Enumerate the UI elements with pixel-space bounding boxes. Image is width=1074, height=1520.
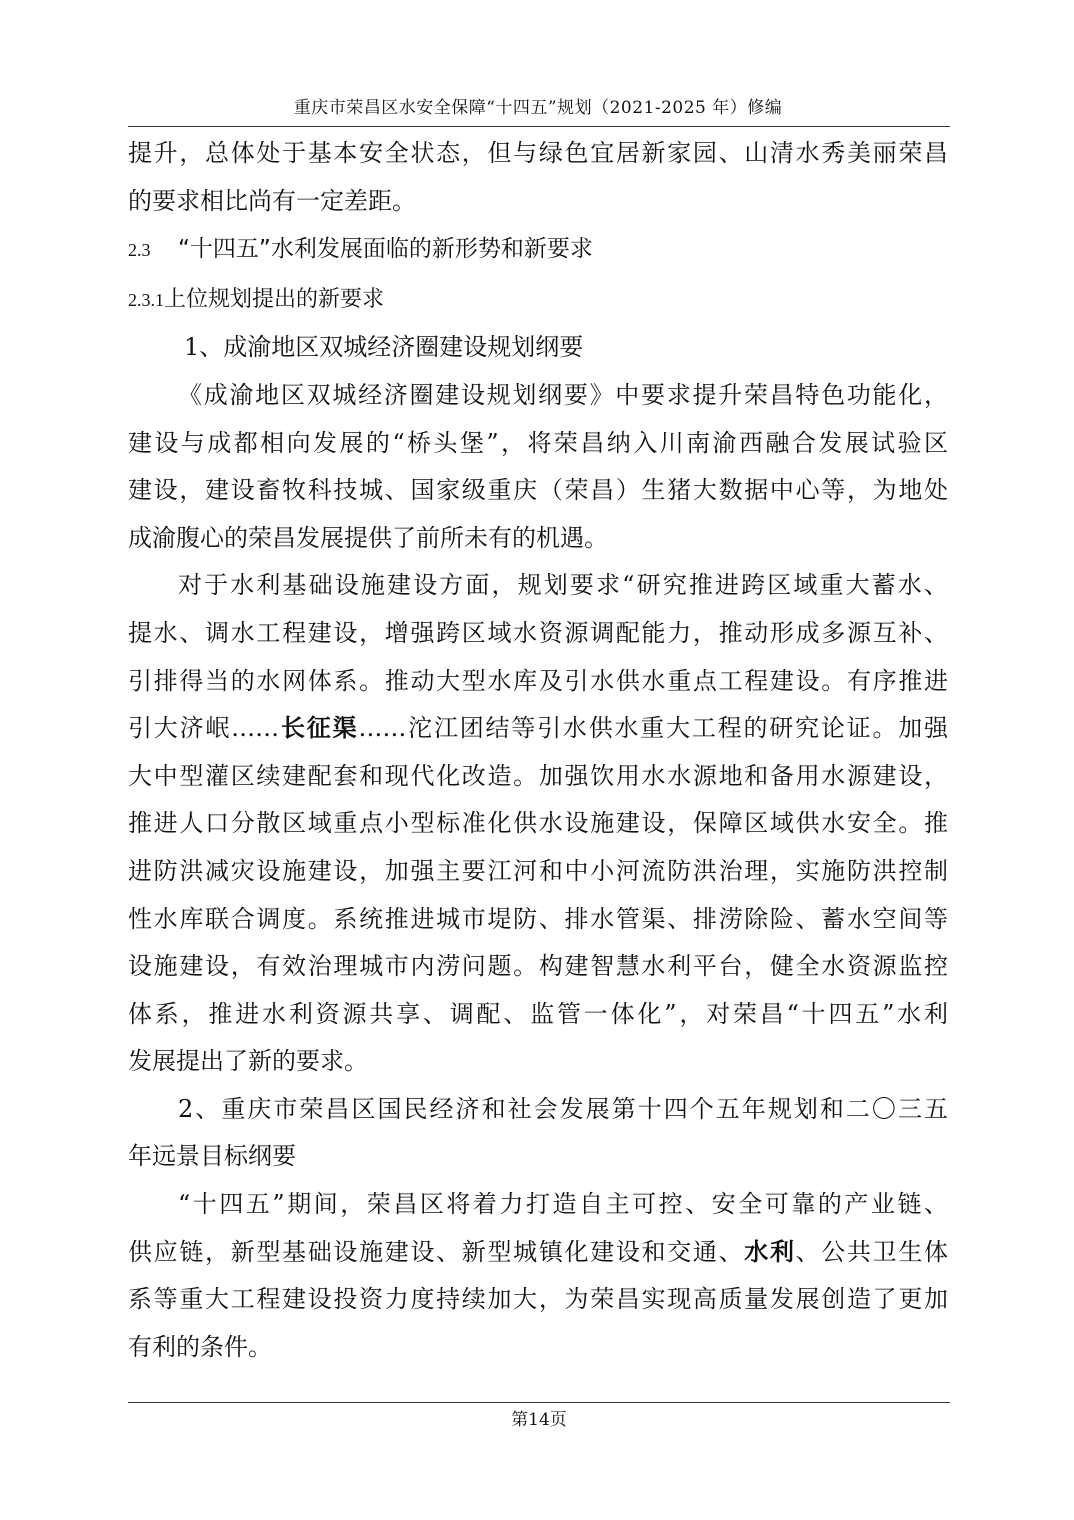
text-line: 1、成渝地区双城经济圈建设规划纲要 xyxy=(184,333,584,362)
text-line: 建设与成都相向发展的“桥头堡”，将荣昌纳入川南渝西融合发展试验区 xyxy=(128,428,948,457)
subsection-title: 上位规划提出的新要求 xyxy=(164,286,385,312)
heading-line xyxy=(128,225,948,275)
paragraph-14th-five-year xyxy=(128,1181,948,1371)
paragraph-plan-outline xyxy=(128,372,948,562)
text-line: 年远景目标纲要 xyxy=(128,1142,296,1171)
header-rule xyxy=(128,126,950,127)
text-line: 提水、调水工程建设，增强跨区域水资源调配能力，推动形成多源互补、 xyxy=(128,618,948,647)
page-header: 重庆市荣昌区水安全保障“十四五”规划（2021-2025 年）修编 xyxy=(293,98,783,118)
item-2-title xyxy=(128,1086,948,1181)
section-heading-2-3 xyxy=(128,225,948,275)
bold-highlight: 水利 xyxy=(744,1237,796,1266)
item-1-title xyxy=(128,324,948,372)
subsection-number: 2.3.1 xyxy=(128,289,164,310)
text-line: 提升，总体处于基本安全状态，但与绿色宜居新家园、山清水秀美丽荣昌 xyxy=(128,139,948,167)
text-line: 性水库联合调度。系统推进城市堤防、排水管渠、排涝除险、蓄水空间等 xyxy=(128,904,948,933)
section-title: “十四五”水利发展面临的新形势和新要求 xyxy=(178,236,593,263)
section-number: 2.3 xyxy=(128,240,151,261)
paragraph-water-infrastructure xyxy=(128,562,948,1086)
text-line: 系等重大工程建设投资力度持续加大，为荣昌实现高质量发展创造了更加 xyxy=(128,1285,948,1314)
text-line: 对于水利基础设施建设方面，规划要求“研究推进跨区域重大蓄水、 xyxy=(178,571,948,600)
bold-highlight: 长征渠 xyxy=(279,714,359,743)
text-line xyxy=(128,705,948,753)
text-line: 引排得当的水网体系。推动大型水库及引水供水重点工程建设。有序推进 xyxy=(128,666,948,695)
text-line: 建设，建设畜牧科技城、国家级重庆（荣昌）生猪大数据中心等，为地处 xyxy=(128,476,948,505)
heading-line xyxy=(128,275,948,325)
text-segment: 引大济岷…… xyxy=(128,714,280,743)
document-body xyxy=(128,130,948,1371)
text-line: 有利的条件。 xyxy=(128,1332,272,1361)
text-line: 体系，推进水利资源共享、调配、监管一体化”，对荣昌“十四五”水利 xyxy=(128,999,948,1028)
text-segment: 供应链，新型基础设施建设、新型城镇化建设和交通、 xyxy=(128,1237,745,1266)
footer-rule xyxy=(128,1402,950,1403)
text-line: 发展提出了新的要求。 xyxy=(128,1047,368,1076)
text-line xyxy=(128,1229,948,1277)
section-heading-2-3-1 xyxy=(128,275,948,325)
text-segment: 、公共卫生体 xyxy=(795,1237,948,1266)
page-number: 第14页 xyxy=(511,1410,567,1430)
text-line: 进防洪减灾设施建设，加强主要江河和中小河流防洪治理，实施防洪控制 xyxy=(128,856,948,885)
text-line: 大中型灌区续建配套和现代化改造。加强饮用水水源地和备用水源建设， xyxy=(128,761,948,790)
text-line: “十四五”期间，荣昌区将着力打造自主可控、安全可靠的产业链、 xyxy=(178,1190,948,1219)
text-line: 推进人口分散区域重点小型标准化供水设施建设，保障区域供水安全。推 xyxy=(128,809,948,838)
text-line: 2、重庆市荣昌区国民经济和社会发展第十四个五年规划和二〇三五 xyxy=(178,1094,948,1123)
text-line: 成渝腹心的荣昌发展提供了前所未有的机遇。 xyxy=(128,523,608,552)
text-line: 的要求相比尚有一定差距。 xyxy=(128,186,416,215)
text-line: 《成渝地区双城经济圈建设规划纲要》中要求提升荣昌特色功能化， xyxy=(178,380,948,409)
paragraph-continued xyxy=(128,130,948,225)
text-segment: ……沱江团结等引水供水重大工程的研究论证。加强 xyxy=(358,714,948,743)
text-line: 设施建设，有效治理城市内涝问题。构建智慧水利平台，健全水资源监控 xyxy=(128,952,948,981)
